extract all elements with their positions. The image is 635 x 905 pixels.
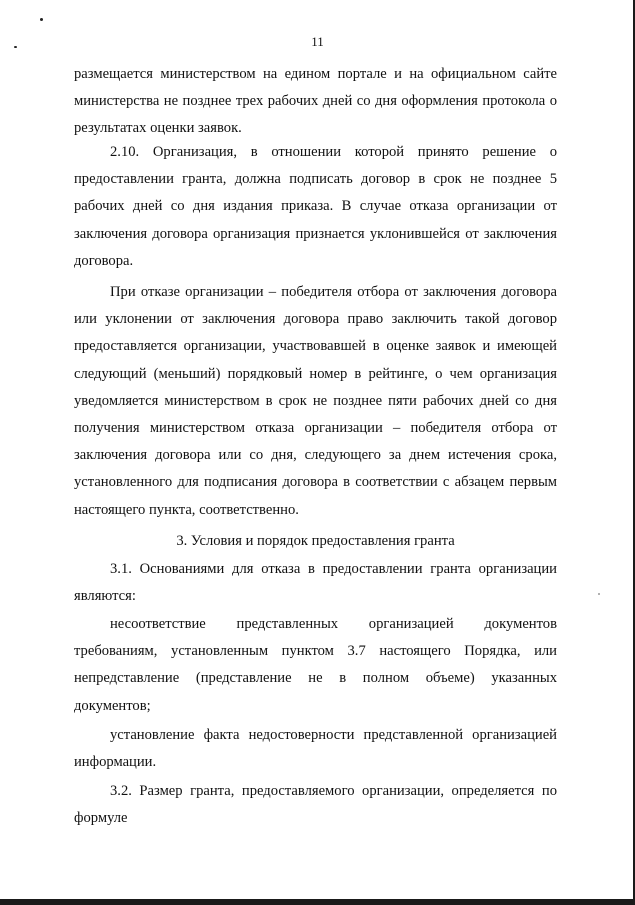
paragraph-3-2-grant-size: 3.2. Размер гранта, предоставляемого организации, определяется по формуле [74,783,557,827]
paragraph-documents-nonconformity: несоответствие представленных организацией документов требованиям, установленным пунктом 3.7 настоящего Порядка, или непредставление (представление не в полном объеме) указанных документов; [74,616,557,714]
paragraph-refusal-by-winner: При отказе организации – победителя отбора от заключения договора или уклонении от заключения договора право заключить такой договор предоставляется организации, участвовавшей в оценке заявок и имеющей следующий (меньший) порядковый номер в рейтинге, о чем организация уведомляется министерством в срок не позднее пяти рабочих дней со дня получения министерством отказа организации – победителя отбора от заключения договора или со дня, следующего за днем истечения срока, установленного для подписания договора в соответствии с абзацем первым настоящего пункта, соответственно. [74,284,557,518]
section-3-heading: 3. Условия и порядок предоставления гранта [176,533,455,549]
scan-speck [598,593,600,595]
paragraph-2-10-contract-signing: 2.10. Организация, в отношении которой принято решение о предоставлении гранта, должна подписать договор в срок не позднее 5 рабочих дней со дня издания приказа. В случае отказа организации от заключения договора организация признается уклонившейся от заключения договора. [74,144,557,269]
paragraph-3-1-grounds-for-refusal: 3.1. Основаниями для отказа в предоставлении гранта организации являются: [74,561,557,605]
page-number: 11 [311,34,324,49]
scan-speck [40,18,43,21]
paragraph-protocol-publication: размещается министерством на едином портале и на официальном сайте министерства не позднее трех рабочих дней со дня оформления протокола о результатах оценки заявок. [74,66,557,137]
scan-edge-bottom [0,899,635,905]
paragraph-information-unreliability: установление факта недостоверности представленной организацией информации. [74,727,557,771]
